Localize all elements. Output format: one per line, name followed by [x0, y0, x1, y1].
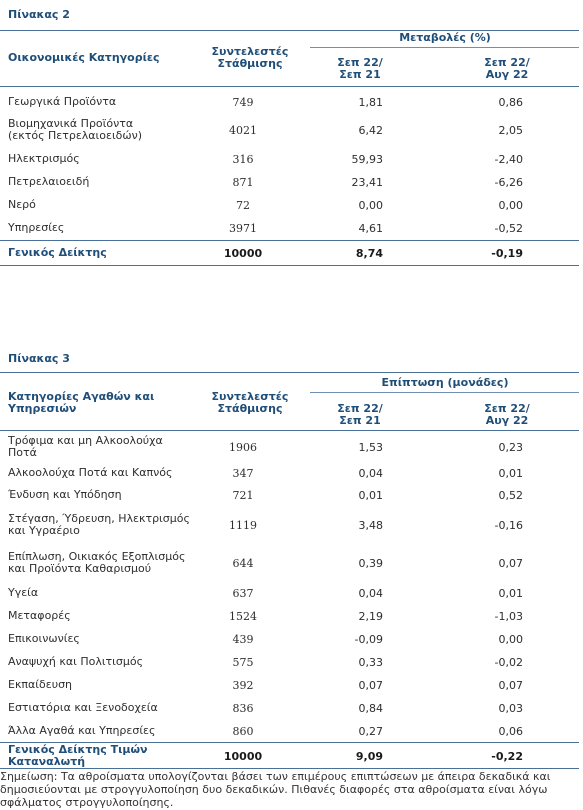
- row-value-mom: 0,07: [498, 679, 523, 692]
- row-weight: 3971: [229, 222, 257, 235]
- table3-col-category: [8, 391, 154, 415]
- row-label: Πετρελαιοειδή: [8, 175, 90, 188]
- table2-col-weights: [205, 46, 295, 70]
- row-value-mom: 0,00: [498, 199, 523, 212]
- row-label: [8, 435, 163, 459]
- total-label-line1: Γενικός Δείκτης Τιμών: [8, 743, 148, 756]
- row-label: Νερό: [8, 198, 36, 211]
- table2-col-weights-line2: Στάθμισης: [217, 57, 283, 70]
- footnote-line1: Σημείωση: Τα αθροίσματα υπολογίζονται βάσει των επιμέρους επιπτώσεων με άπειρα δεκαδικά και: [0, 770, 551, 783]
- row-label-line1: Στέγαση, Ύδρευση, Ηλεκτρισμός: [8, 512, 190, 525]
- row-value-yoy: 0,39: [358, 557, 383, 570]
- row-value-yoy: 0,04: [358, 587, 383, 600]
- row-label-line1: Επίπλωση, Οικιακός Εξοπλισμός: [8, 550, 186, 563]
- table3-col-v2-line2: Αυγ 22: [485, 414, 529, 427]
- footnote-line3: σφάλματος στρογγυλοποίησης.: [0, 796, 174, 809]
- row-value-yoy: 23,41: [351, 176, 383, 189]
- row-value-yoy: 0,27: [358, 725, 383, 738]
- row-value-yoy: 0,84: [358, 702, 383, 715]
- table2-col-v2-line2: Αυγ 22: [485, 68, 529, 81]
- table3-title: Πίνακας 3: [8, 352, 70, 365]
- table2-bottom-rule: [0, 265, 579, 266]
- table2-top-rule: [0, 30, 579, 31]
- row-weight: 721: [232, 489, 254, 502]
- row-value-mom: -0,52: [494, 222, 523, 235]
- row-value-yoy: 0,01: [358, 489, 383, 502]
- table3-col-weights-line2: Στάθμισης: [217, 402, 283, 415]
- row-value-mom: 0,07: [498, 557, 523, 570]
- row-label: Ηλεκτρισμός: [8, 152, 80, 165]
- row-weight: 871: [232, 176, 254, 189]
- row-value-mom: 0,03: [498, 702, 523, 715]
- row-weight: 316: [232, 153, 254, 166]
- total-value-mom: -0,22: [491, 750, 523, 763]
- row-value-mom: 2,05: [498, 124, 523, 137]
- row-weight: 1906: [229, 441, 257, 454]
- row-value-yoy: 4,61: [358, 222, 383, 235]
- table3-col-v1-line2: Σεπ 21: [339, 414, 381, 427]
- table2-col-v2-line1: Σεπ 22/: [484, 56, 530, 69]
- row-weight: 637: [232, 587, 254, 600]
- table3-col-v1-line1: Σεπ 22/: [337, 402, 383, 415]
- row-value-mom: 0,23: [498, 441, 523, 454]
- row-value-yoy: 1,53: [358, 441, 383, 454]
- row-label: Επικοινωνίες: [8, 632, 80, 645]
- row-weight: 4021: [229, 124, 257, 137]
- row-value-mom: -0,16: [494, 519, 523, 532]
- table3-bottom-rule: [0, 768, 579, 769]
- row-weight: 392: [232, 679, 254, 692]
- row-weight: 1119: [229, 519, 257, 532]
- row-weight: 439: [232, 633, 254, 646]
- table3-col-category-line1: Κατηγορίες Αγαθών και: [8, 390, 155, 403]
- row-weight: 72: [236, 199, 250, 212]
- row-label: [8, 118, 142, 142]
- total-label-line2: Καταναλωτή: [8, 755, 86, 768]
- table2-col-v2: [462, 57, 552, 81]
- footnote-line2: δημοσιεύονται με στρογγυλοποίηση δυο δεκαδικών. Πιθανές διαφορές στα αθροίσματα είναι λόγω: [0, 783, 548, 796]
- row-value-mom: -1,03: [494, 610, 523, 623]
- total-label: Γενικός Δείκτης: [8, 246, 107, 259]
- row-label: Γεωργικά Προϊόντα: [8, 95, 117, 108]
- row-value-mom: -6,26: [494, 176, 523, 189]
- table2-col-category: Οικονομικές Κατηγορίες: [8, 51, 160, 64]
- row-value-mom: 0,52: [498, 489, 523, 502]
- row-label-line1: Βιομηχανικά Προϊόντα: [8, 117, 134, 130]
- table2-title: Πίνακας 2: [8, 8, 70, 21]
- row-label-line2: και Υγραέριο: [8, 524, 80, 537]
- row-weight: 860: [232, 725, 254, 738]
- row-weight: 749: [232, 96, 254, 109]
- table2-col-v1-line2: Σεπ 21: [339, 68, 381, 81]
- table3-group-rule: [310, 392, 579, 393]
- row-value-yoy: 0,07: [358, 679, 383, 692]
- row-value-mom: -0,02: [494, 656, 523, 669]
- row-value-mom: 0,00: [498, 633, 523, 646]
- table3-col-category-line2: Υπηρεσιών: [8, 402, 77, 415]
- row-label: Εκπαίδευση: [8, 678, 73, 691]
- row-label: [8, 513, 190, 537]
- row-value-yoy: 0,00: [358, 199, 383, 212]
- table3-header-rule: [0, 430, 579, 431]
- table2-col-weights-line1: Συντελεστές: [211, 45, 289, 58]
- row-value-mom: -2,40: [494, 153, 523, 166]
- total-value-yoy: 8,74: [355, 247, 383, 260]
- table3-col-v1: [315, 403, 405, 427]
- row-value-yoy: 3,48: [358, 519, 383, 532]
- row-weight: 575: [232, 656, 254, 669]
- table2-col-v1-line1: Σεπ 22/: [337, 56, 383, 69]
- row-value-yoy: 0,33: [358, 656, 383, 669]
- row-label: Αλκοολούχα Ποτά και Καπνός: [8, 466, 173, 479]
- row-value-yoy: 6,42: [358, 124, 383, 137]
- row-label-line2: και Προϊόντα Καθαρισμού: [8, 562, 152, 575]
- table3-col-v2: [462, 403, 552, 427]
- footnote: [0, 770, 579, 809]
- row-label: Υγεία: [8, 586, 39, 599]
- row-weight: 644: [232, 557, 254, 570]
- table2-col-v1: [315, 57, 405, 81]
- table2-header-rule: [0, 86, 579, 87]
- row-label: Ένδυση και Υπόδηση: [8, 488, 122, 501]
- row-value-yoy: 59,93: [351, 153, 383, 166]
- row-value-yoy: -0,09: [354, 633, 383, 646]
- total-value-mom: -0,19: [491, 247, 523, 260]
- row-label-line2: (εκτός Πετρελαιοειδών): [8, 129, 143, 142]
- row-value-yoy: 2,19: [358, 610, 383, 623]
- table2-total-rule: [0, 240, 579, 241]
- row-label: Άλλα Αγαθά και Υπηρεσίες: [8, 724, 156, 737]
- total-weight: 10000: [223, 750, 263, 763]
- row-value-mom: 0,01: [498, 587, 523, 600]
- table2-group-header: Μεταβολές (%): [399, 31, 491, 44]
- row-value-mom: 0,01: [498, 467, 523, 480]
- row-label: Εστιατόρια και Ξενοδοχεία: [8, 701, 158, 714]
- row-weight: 836: [232, 702, 254, 715]
- total-value-yoy: 9,09: [355, 750, 383, 763]
- total-label: [8, 744, 148, 768]
- row-value-mom: 0,86: [498, 96, 523, 109]
- table3-top-rule: [0, 372, 579, 373]
- row-label: Υπηρεσίες: [8, 221, 65, 234]
- table3-col-weights-line1: Συντελεστές: [211, 390, 289, 403]
- row-label: Αναψυχή και Πολιτισμός: [8, 655, 144, 668]
- table3-col-v2-line1: Σεπ 22/: [484, 402, 530, 415]
- row-label: Μεταφορές: [8, 609, 71, 622]
- row-label-line2: Ποτά: [8, 446, 37, 459]
- row-value-yoy: 0,04: [358, 467, 383, 480]
- row-value-mom: 0,06: [498, 725, 523, 738]
- row-value-yoy: 1,81: [358, 96, 383, 109]
- table2-group-rule: [310, 47, 579, 48]
- table3-group-header: Επίπτωση (μονάδες): [381, 376, 509, 389]
- row-weight: 1524: [229, 610, 257, 623]
- row-weight: 347: [232, 467, 254, 480]
- table3-col-weights: [205, 391, 295, 415]
- row-label-line1: Τρόφιμα και μη Αλκοολούχα: [8, 434, 163, 447]
- total-weight: 10000: [223, 247, 263, 260]
- row-label: [8, 551, 185, 575]
